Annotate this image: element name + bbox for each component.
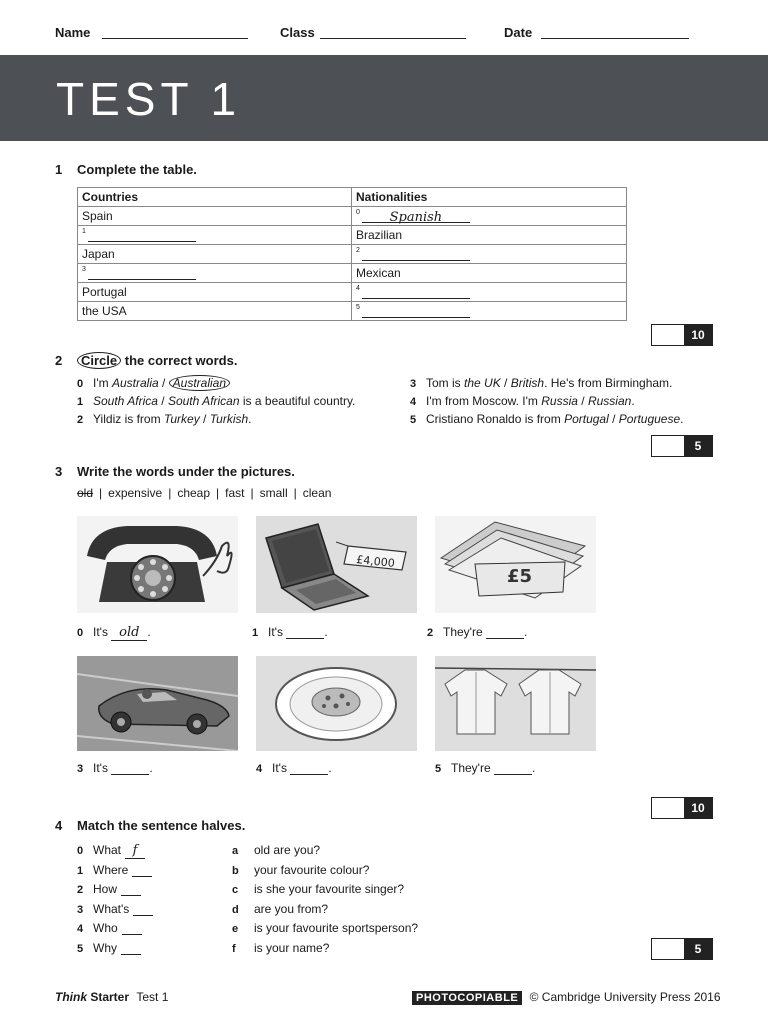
date-label: Date [504, 25, 533, 40]
match-left-5: 5 Why [77, 941, 141, 955]
word-separator: | [250, 486, 254, 500]
answer-field[interactable] [111, 762, 149, 775]
q2-item-5: 5 Cristiano Ronaldo is from Portugal / Portuguese. [410, 412, 684, 426]
class-field[interactable] [320, 38, 466, 39]
picture-caption-2: 2 They're . [427, 625, 528, 639]
banknotes-icon [435, 516, 596, 613]
country-cell: Japan [78, 245, 352, 264]
picture-caption-5: 5 They're . [435, 761, 536, 775]
q2-score-box [651, 435, 713, 457]
q1-table-wrapper [77, 187, 627, 321]
score-max: 5 [684, 436, 712, 456]
date-field[interactable] [541, 38, 689, 39]
nationality-cell: $^0$ Spanish [352, 207, 627, 226]
picture-banknotes [435, 516, 596, 613]
match-right-f: f is your name? [232, 941, 330, 955]
nationality-cell: Brazilian [352, 226, 627, 245]
word-bank-item: old [77, 486, 94, 500]
answer-field[interactable] [290, 762, 328, 775]
laptop-icon [256, 516, 417, 613]
country-cell: Portugal [78, 283, 352, 302]
nationality-cell[interactable]: 5 [352, 302, 627, 321]
q1-instruction: Complete the table. [77, 162, 197, 177]
class-label: Class [280, 25, 315, 40]
copyright-text: © Cambridge University Press 2016 [529, 990, 721, 1004]
photocopiable-badge: PHOTOCOPIABLE [412, 991, 522, 1005]
match-answer-field[interactable] [121, 942, 141, 955]
word-option[interactable]: Russia [541, 394, 578, 408]
picture-caption-3: 3 It's . [77, 761, 153, 775]
match-left-0: 0 What f [77, 843, 145, 859]
picture-caption-4: 4 It's . [256, 761, 332, 775]
q2-item-2: 2 Yildiz is from Turkey / Turkish. [77, 412, 252, 426]
q3-number: 3 [55, 464, 63, 479]
match-left-4: 4 Who [77, 921, 142, 935]
word-option[interactable]: Australian [169, 375, 230, 391]
answer-field[interactable] [286, 626, 324, 639]
nationality-cell[interactable]: 2 [352, 245, 627, 264]
footer-test-name: Test 1 [136, 990, 169, 1004]
q2-item-0: 0 I'm Australia / Australian [77, 376, 230, 390]
picture-caption-1: 1 It's . [252, 625, 328, 639]
match-answer-field[interactable] [122, 922, 142, 935]
telephone-icon [77, 516, 238, 613]
sports-car-icon [77, 656, 238, 751]
q4-instruction: Match the sentence halves. [77, 818, 246, 833]
circle-word: Circle [77, 352, 121, 369]
match-left-2: 2 How [77, 882, 141, 896]
q2-item-4: 4 I'm from Moscow. I'm Russia / Russian. [410, 394, 635, 408]
match-left-3: 3 What's [77, 902, 153, 916]
picture-pizza [256, 656, 417, 751]
q4-score-box [651, 938, 713, 960]
nationality-cell: Mexican [352, 264, 627, 283]
word-bank-item: expensive [108, 486, 163, 500]
picture-laptop [256, 516, 417, 613]
word-separator: | [168, 486, 172, 500]
answer-blank[interactable] [362, 248, 470, 261]
word-option[interactable]: Turkey [163, 412, 200, 426]
country-cell[interactable]: 3 [78, 264, 352, 283]
match-right-b: b your favourite colour? [232, 862, 370, 877]
banknote-value: £5 [507, 566, 533, 587]
word-bank [77, 486, 331, 500]
shirts-icon [435, 656, 596, 751]
picture-telephone [77, 516, 238, 613]
q1-score-box [651, 324, 713, 346]
answer-blank[interactable] [88, 229, 196, 242]
word-bank-item: small [259, 486, 288, 500]
table-row [78, 264, 627, 283]
table-row [78, 302, 627, 321]
footer-brand [55, 990, 168, 1004]
word-bank-item: fast [225, 486, 245, 500]
col-header-countries: Countries [78, 188, 352, 207]
table-row [78, 283, 627, 302]
match-left-1: 1 Where [77, 863, 152, 877]
word-option[interactable]: Portuguese [618, 412, 681, 426]
answer-field[interactable] [494, 762, 532, 775]
match-answer-field[interactable] [121, 883, 141, 896]
match-answer-field[interactable] [133, 903, 153, 916]
word-bank-item: cheap [177, 486, 211, 500]
answer-blank[interactable] [362, 286, 470, 299]
nationality-cell[interactable]: 4 [352, 283, 627, 302]
answer-blank[interactable] [88, 267, 196, 280]
name-field[interactable] [102, 38, 248, 39]
match-right-e: e is your favourite sportsperson? [232, 921, 419, 936]
word-option[interactable]: Portugal [564, 412, 609, 426]
q3-instruction: Write the words under the pictures. [77, 464, 295, 479]
q2-item-3: 3 Tom is the UK / British. He's from Birmingham. [410, 376, 673, 390]
picture-shirts [435, 656, 596, 751]
picture-sports-car [77, 656, 238, 751]
match-answer-field[interactable]: f [125, 843, 145, 859]
word-separator: | [293, 486, 297, 500]
example-answer: Spanish [362, 210, 470, 223]
q2-instruction [77, 353, 237, 368]
name-label: Name [55, 25, 91, 40]
word-option[interactable]: Turkish [209, 412, 249, 426]
match-right-a: a old are you? [232, 843, 321, 857]
q2-item-1: 1 South Africa / South African is a beautiful country. [77, 394, 356, 408]
score-input[interactable] [652, 325, 684, 345]
score-max: 10 [684, 325, 712, 345]
table-row [78, 245, 627, 264]
word-option[interactable]: South African [167, 394, 240, 408]
score-input[interactable] [652, 798, 684, 818]
answer-blank[interactable] [362, 305, 470, 318]
nationalities-table [77, 187, 627, 321]
word-separator: | [216, 486, 220, 500]
word-option[interactable]: Australia [111, 376, 159, 390]
word-option[interactable]: the UK [464, 376, 501, 390]
q3-score-box [651, 797, 713, 819]
picture-caption-0: 0 It's old . [77, 625, 151, 640]
word-separator: | [99, 486, 103, 500]
price-tag-text: £4,000 [355, 553, 396, 571]
country-cell: the USA [78, 302, 352, 321]
pizza-plate-icon [256, 656, 417, 751]
q2-number: 2 [55, 353, 63, 368]
answer-field[interactable]: old [111, 625, 147, 641]
footer-copyright-block [412, 990, 721, 1004]
score-max: 5 [684, 939, 712, 959]
country-cell: Spain [78, 207, 352, 226]
q1-number: 1 [55, 162, 63, 177]
country-cell[interactable]: 1 [78, 226, 352, 245]
table-row [78, 207, 627, 226]
score-max: 10 [684, 798, 712, 818]
match-answer-field[interactable] [132, 864, 152, 877]
col-header-nationalities: Nationalities [352, 188, 627, 207]
table-row [78, 226, 627, 245]
brand-starter: Starter [87, 990, 130, 1004]
word-bank-item: clean [302, 486, 332, 500]
q4-number: 4 [55, 818, 63, 833]
score-input[interactable] [652, 939, 684, 959]
match-right-d: d are you from? [232, 901, 329, 916]
page-title: TEST 1 [56, 73, 242, 125]
word-option[interactable]: South Africa [93, 394, 158, 408]
brand-think: Think [55, 990, 87, 1004]
score-input[interactable] [652, 436, 684, 456]
q2-instruction-rest: the correct words. [121, 353, 238, 368]
answer-field[interactable] [486, 626, 524, 639]
match-right-c: c is she your favourite singer? [232, 882, 405, 897]
word-option[interactable]: British [510, 376, 545, 390]
table-header-row [78, 188, 627, 207]
word-option[interactable]: Russian [587, 394, 632, 408]
